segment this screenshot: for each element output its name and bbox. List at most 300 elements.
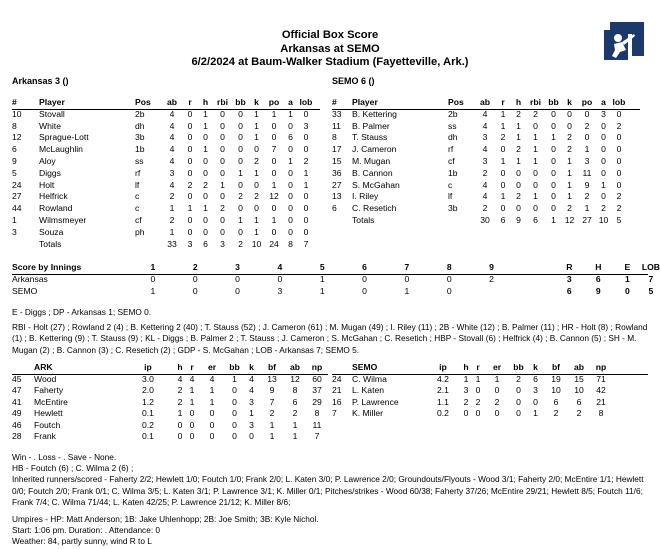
- summary-header: H: [595, 262, 602, 272]
- stat-cell: rf: [135, 167, 141, 178]
- stat-cell: 8: [314, 408, 320, 419]
- inning-score: 1: [319, 285, 325, 296]
- stat-cell: 0: [533, 203, 538, 214]
- stat-cell: 4: [189, 373, 195, 384]
- inning-number: 2: [192, 262, 198, 272]
- stat-cell: 0: [494, 408, 500, 419]
- table-row: [332, 109, 628, 121]
- pitching-team-title: ARK: [34, 362, 53, 372]
- player-name: Helfrick: [39, 191, 68, 202]
- stat-cell: 1: [567, 191, 572, 202]
- player-name: Aloy: [39, 155, 56, 166]
- stat-cell: 0: [209, 419, 215, 430]
- stat-cell: 0: [220, 120, 225, 131]
- stat-cell: 1: [516, 132, 521, 143]
- total-cell: 1: [551, 214, 556, 225]
- stat-cell: 1: [203, 120, 208, 131]
- pitcher-name: L. Katen: [352, 385, 385, 396]
- stat-cell: 1: [303, 167, 309, 178]
- pitcher-name: Wood: [34, 373, 57, 384]
- stat-cell: 0: [203, 214, 208, 225]
- player-name: J. Cameron: [352, 144, 397, 155]
- stat-cell: 1: [169, 226, 175, 237]
- stat-cell: cf: [135, 214, 142, 225]
- stat-cell: 1: [269, 419, 275, 430]
- col-header: bb: [229, 362, 240, 372]
- total-cell: 6: [533, 214, 538, 225]
- col-header-7: bb: [235, 97, 246, 107]
- stat-cell: 0: [601, 120, 606, 131]
- stat-cell: 0.1: [142, 408, 154, 419]
- stat-cell: 3: [584, 155, 590, 166]
- stat-cell: 0: [288, 191, 293, 202]
- stat-cell: 1: [254, 214, 259, 225]
- inning-score: 0: [362, 285, 367, 296]
- stat-cell: 1: [209, 396, 215, 407]
- player-name: Rowland: [39, 203, 73, 214]
- col-header: ab: [289, 362, 301, 372]
- summary-cell: 1: [624, 273, 630, 284]
- total-cell: 5: [616, 214, 622, 225]
- table-row: [12, 203, 315, 215]
- innings-label: Score by Innings: [12, 262, 82, 272]
- col-header-10: a: [288, 97, 293, 107]
- stat-cell: 3: [303, 120, 309, 131]
- stat-cell: 2: [177, 385, 183, 396]
- stat-cell: 0: [220, 132, 225, 143]
- col-header-9: po: [581, 97, 593, 107]
- stat-cell: 1: [271, 108, 277, 119]
- summary-cell: 0: [624, 285, 630, 296]
- stat-cell: 0: [500, 179, 506, 190]
- stat-cell: 4: [482, 179, 488, 190]
- totals-row: [332, 215, 628, 227]
- total-cell: 10: [251, 238, 262, 249]
- stat-cell: 0: [516, 203, 521, 214]
- stat-cell: 0.2: [437, 408, 449, 419]
- stat-cell: 2: [238, 191, 243, 202]
- stat-cell: 0: [271, 203, 277, 214]
- stat-cell: 0: [177, 431, 183, 442]
- stat-cell: 0: [616, 179, 622, 190]
- stat-cell: 4: [482, 144, 488, 155]
- stat-cell: 24: [332, 373, 342, 384]
- stat-cell: 0: [187, 214, 193, 225]
- stat-cell: 2: [177, 396, 183, 407]
- stat-cell: 0: [475, 408, 481, 419]
- stat-cell: 49: [12, 408, 22, 419]
- weather: Weather: 84, partly sunny, wind R to L: [12, 536, 152, 547]
- stat-cell: 71: [596, 373, 606, 384]
- col-header-1: Player: [39, 97, 65, 107]
- col-header-7: bb: [548, 97, 559, 107]
- stat-cell: 0: [288, 179, 293, 190]
- table-row: [332, 180, 628, 192]
- stat-cell: 2: [220, 203, 225, 214]
- stat-cell: 0: [551, 191, 556, 202]
- notes-line-1: E - Diggs ; DP - Arkansas 1; SEMO 0.: [12, 307, 152, 317]
- stat-cell: 8: [598, 408, 604, 419]
- stat-cell: 2: [203, 179, 208, 190]
- stat-cell: 0: [616, 108, 622, 119]
- stat-cell: 21: [596, 396, 606, 407]
- stat-cell: 1: [238, 214, 243, 225]
- stat-cell: cf: [448, 155, 455, 166]
- col-header: r: [476, 362, 480, 372]
- col-header: k: [249, 362, 254, 372]
- stat-cell: 1: [601, 179, 606, 190]
- stat-cell: 0: [203, 191, 208, 202]
- stat-cell: 0: [187, 191, 193, 202]
- table-row: [12, 397, 328, 409]
- stat-cell: 0: [220, 155, 225, 166]
- stat-cell: 0: [303, 191, 309, 202]
- spacer-cell: [12, 362, 34, 374]
- stat-cell: 6: [288, 132, 293, 143]
- inning-number: 1: [150, 262, 156, 272]
- stat-cell: 0: [187, 132, 193, 143]
- col-header-2: Pos: [448, 97, 464, 107]
- player-name: Wilmsmeyer: [39, 214, 87, 225]
- umpires: Umpires - HP: Matt Anderson; 1B: Jake Uhlenhopp; 2B: Joe Smith; 3B: Kyle Nichol.: [12, 514, 319, 524]
- stat-cell: 21: [332, 385, 342, 396]
- stat-cell: 6: [553, 396, 559, 407]
- stat-cell: 1: [271, 179, 277, 190]
- col-header: er: [492, 362, 502, 372]
- pitching-team-title: SEMO: [352, 362, 378, 372]
- report-title: Official Box Score: [281, 29, 379, 41]
- stat-cell: 1: [500, 155, 506, 166]
- pitching-notes-line-3: Inherited runners/scored - Faherty 2/2; Hewlett 1/0; Foutch 1/0; Frank 2/0; L. Katen 3/0; P. Lawrence 2/0; Groundouts/Flyouts - Wood 3/1; Faherty 2/0; McEntire 1/1; Hewlett 0/0; Foutch 2/0; Frank 0/1; C. Wilma 3/5; L. Katen 3/1; P. Lawrence 3/1; K. Miller 0/1; Pitches/strikes - Wood 60/38; Faherty 37/26; McEntire 29/21; Hewlett 8/5; Foutch 11/6; Frank 7/4; C. Wilma 71/44; L. Katen 42/25; P. Lawrence 21/12; K. Miller 8/6;: [12, 474, 644, 507]
- total-cell: 9: [516, 214, 521, 225]
- player-name: White: [39, 120, 61, 131]
- stat-cell: 2b: [135, 108, 145, 119]
- stat-cell: 0: [238, 108, 243, 119]
- stat-cell: 0: [551, 108, 556, 119]
- stat-cell: 0: [203, 226, 208, 237]
- stat-cell: 12: [290, 373, 300, 384]
- pitcher-name: Faherty: [34, 385, 64, 396]
- stat-cell: 3.0: [142, 373, 154, 384]
- inning-score: 0: [404, 273, 410, 284]
- spacer-cell: [332, 362, 352, 374]
- stat-cell: 0: [232, 431, 237, 442]
- stat-cell: 0: [189, 419, 195, 430]
- stat-cell: 1: [238, 167, 243, 178]
- stat-cell: 0: [254, 203, 259, 214]
- stat-cell: 41: [12, 396, 22, 407]
- col-header-11: lob: [299, 97, 313, 107]
- stat-cell: 4: [169, 108, 175, 119]
- col-header-4: r: [501, 97, 505, 107]
- stat-cell: 13: [267, 373, 277, 384]
- stat-cell: 0: [288, 167, 293, 178]
- stat-cell: ss: [135, 155, 144, 166]
- stat-cell: 19: [551, 373, 561, 384]
- stat-cell: 0: [288, 120, 293, 131]
- stat-cell: 2: [601, 203, 606, 214]
- stat-cell: 2: [567, 132, 572, 143]
- stat-cell: 0: [271, 167, 277, 178]
- stat-cell: 12: [12, 132, 22, 143]
- table-row: [332, 156, 628, 168]
- stat-cell: 2: [303, 155, 309, 166]
- stat-cell: 4: [482, 108, 488, 119]
- stat-cell: 1: [189, 385, 195, 396]
- stat-cell: 4: [249, 373, 254, 384]
- stat-cell: 0: [177, 419, 183, 430]
- player-name: Souza: [39, 226, 64, 237]
- totals-label: Totals: [39, 238, 62, 249]
- col-header-3: ab: [479, 97, 491, 107]
- stat-cell: 1: [169, 203, 175, 214]
- col-header: er: [207, 362, 217, 372]
- total-cell: 12: [564, 214, 575, 225]
- stat-cell: 0: [584, 108, 590, 119]
- table-row: [332, 191, 628, 203]
- stat-cell: 2: [584, 191, 590, 202]
- stat-cell: 0: [232, 419, 237, 430]
- stat-cell: 47: [12, 385, 22, 396]
- stat-cell: 1: [203, 203, 208, 214]
- stat-cell: 29: [312, 396, 322, 407]
- date-venue: 6/2/2024 at Baum-Walker Stadium (Fayetteville, Ark.): [191, 56, 469, 68]
- col-header: h: [463, 362, 469, 372]
- stat-cell: 2: [616, 120, 622, 131]
- stat-cell: 15: [574, 373, 584, 384]
- table-row: [12, 191, 315, 203]
- stat-cell: 11: [312, 419, 322, 430]
- stat-cell: 0: [533, 120, 538, 131]
- stat-cell: 1: [292, 431, 298, 442]
- col-header: np: [311, 362, 323, 372]
- stat-cell: 0: [516, 167, 521, 178]
- stat-cell: 0: [209, 431, 215, 442]
- summary-cell: 5: [648, 285, 654, 296]
- summary-cell: 6: [566, 285, 572, 296]
- away-team-title: Arkansas 3 (): [12, 76, 69, 86]
- stat-cell: ph: [135, 226, 145, 237]
- stat-cell: 1: [494, 373, 500, 384]
- stat-cell: 0: [232, 408, 237, 419]
- stat-cell: 1: [288, 155, 293, 166]
- stat-cell: 0: [187, 155, 193, 166]
- stat-cell: 2: [482, 167, 488, 178]
- table-row: [12, 227, 315, 239]
- table-row: [12, 168, 315, 180]
- stat-cell: 0: [567, 120, 572, 131]
- inning-number: 5: [319, 262, 325, 272]
- stat-cell: 42: [596, 385, 606, 396]
- stat-cell: 0: [516, 408, 521, 419]
- pitcher-name: Frank: [34, 431, 56, 442]
- matchup: Arkansas at SEMO: [280, 42, 380, 55]
- stat-cell: 0: [288, 144, 293, 155]
- table-row: [12, 385, 328, 397]
- stat-cell: dh: [448, 132, 458, 143]
- team-name: SEMO: [12, 285, 38, 296]
- stat-cell: 0: [232, 396, 237, 407]
- inning-score: 0: [235, 285, 240, 296]
- total-cell: 6: [500, 214, 506, 225]
- stat-cell: 8: [332, 132, 337, 143]
- stat-cell: 2: [500, 132, 506, 143]
- stat-cell: 0: [203, 155, 208, 166]
- stat-cell: 0: [584, 132, 590, 143]
- stat-cell: 2: [576, 408, 582, 419]
- innings-header: [12, 262, 660, 274]
- innings-rule: [12, 274, 648, 275]
- stat-cell: 0: [516, 396, 521, 407]
- stat-cell: 10: [12, 108, 22, 119]
- stat-cell: 45: [12, 373, 22, 384]
- stat-cell: 3: [249, 396, 254, 407]
- player-name: Holt: [39, 179, 55, 190]
- stat-cell: 3: [463, 385, 469, 396]
- table-row: [332, 132, 628, 144]
- stat-cell: 36: [332, 167, 342, 178]
- stat-cell: 3: [482, 132, 488, 143]
- stat-cell: 1: [187, 203, 193, 214]
- stat-cell: 0: [303, 132, 309, 143]
- stat-cell: 44: [12, 203, 22, 214]
- stat-cell: 17: [332, 144, 342, 155]
- stat-cell: 0.1: [142, 431, 154, 442]
- col-header-6: rbi: [217, 97, 228, 107]
- stat-cell: 16: [332, 396, 342, 407]
- stat-cell: 10: [574, 385, 584, 396]
- stat-cell: 1: [203, 108, 208, 119]
- stat-cell: 0: [220, 191, 225, 202]
- table-row: [12, 431, 328, 443]
- stat-cell: 0: [187, 120, 193, 131]
- stat-cell: 0: [271, 226, 277, 237]
- stat-cell: 6: [533, 373, 538, 384]
- pitching-notes-line-2: HB - Foutch (6) ; C. Wilma 2 (6) ;: [12, 463, 134, 474]
- stat-cell: 9: [584, 179, 590, 190]
- stat-cell: 1: [203, 144, 208, 155]
- stat-cell: 0: [616, 144, 622, 155]
- player-name: M. Mugan: [352, 155, 391, 166]
- stat-cell: 6: [12, 144, 17, 155]
- stat-cell: 1: [463, 373, 469, 384]
- stat-cell: 0: [500, 203, 506, 214]
- pitcher-name: P. Lawrence: [352, 396, 399, 407]
- stat-cell: 1: [584, 144, 590, 155]
- player-name: C. Resetich: [352, 203, 397, 214]
- player-name: S. McGahan: [352, 179, 400, 190]
- inning-score: 1: [404, 285, 410, 296]
- stat-cell: 15: [332, 155, 342, 166]
- stat-cell: 0: [601, 144, 606, 155]
- col-header: r: [190, 362, 194, 372]
- stat-cell: 0: [533, 396, 538, 407]
- player-name: Stovall: [39, 108, 65, 119]
- total-cell: 10: [598, 214, 609, 225]
- stat-cell: 13: [332, 191, 342, 202]
- col-header: bb: [513, 362, 524, 372]
- col-header-8: k: [254, 97, 259, 107]
- stat-cell: 1: [516, 155, 521, 166]
- col-header: ab: [573, 362, 585, 372]
- player-name: T. Stauss: [352, 132, 388, 143]
- stat-cell: 2: [494, 396, 500, 407]
- stat-cell: 2.0: [142, 385, 154, 396]
- totals-row: [12, 239, 315, 251]
- col-header: bf: [551, 362, 561, 372]
- stat-cell: 1: [516, 120, 521, 131]
- stat-cell: 3b: [135, 132, 145, 143]
- stat-cell: 0: [601, 132, 606, 143]
- stat-cell: 12: [269, 191, 279, 202]
- stat-cell: 3: [169, 167, 175, 178]
- stat-cell: 0: [303, 108, 309, 119]
- stat-cell: 4: [249, 385, 254, 396]
- stat-cell: 1: [288, 108, 293, 119]
- stat-cell: 1: [303, 179, 309, 190]
- stat-cell: 1: [220, 179, 225, 190]
- inning-score: 2: [489, 273, 494, 284]
- stat-cell: 0: [494, 385, 500, 396]
- inning-score: 0: [150, 273, 156, 284]
- home-team-title: SEMO 6 (): [332, 76, 375, 86]
- stat-cell: 7: [269, 396, 275, 407]
- inning-number: 3: [235, 262, 240, 272]
- stat-cell: 1: [533, 408, 538, 419]
- inning-score: 3: [277, 285, 283, 296]
- stat-cell: 0: [187, 167, 193, 178]
- player-name: Diggs: [39, 167, 61, 178]
- spacer-cell: [513, 274, 555, 286]
- stat-cell: 0: [303, 226, 309, 237]
- stat-cell: 0: [303, 144, 309, 155]
- stat-cell: 1: [533, 144, 538, 155]
- player-name: B. Cannon: [352, 167, 393, 178]
- team-name: Arkansas: [12, 273, 48, 284]
- total-cell: 7: [303, 238, 309, 249]
- player-name: B. Kettering: [352, 108, 397, 119]
- inning-score: 0: [235, 273, 240, 284]
- total-cell: 30: [480, 214, 490, 225]
- stat-cell: 33: [332, 108, 342, 119]
- stat-cell: 0: [203, 132, 208, 143]
- away-pitching-rule: [12, 374, 328, 375]
- stat-cell: 1: [292, 419, 298, 430]
- stat-cell: lf: [135, 179, 140, 190]
- stat-cell: 1.2: [142, 396, 154, 407]
- stat-cell: 1b: [135, 144, 145, 155]
- col-header-11: lob: [612, 97, 626, 107]
- stat-cell: 1: [254, 226, 259, 237]
- stat-cell: 46: [12, 419, 22, 430]
- stat-cell: 1: [12, 214, 17, 225]
- stat-cell: 0: [616, 155, 622, 166]
- summary-cell: 7: [648, 273, 654, 284]
- table-row: [332, 144, 628, 156]
- col-header-4: r: [188, 97, 192, 107]
- stat-cell: 0: [220, 226, 225, 237]
- stat-cell: 0: [288, 203, 293, 214]
- home-batting-header: [332, 97, 628, 109]
- table-row: [332, 408, 612, 420]
- stat-cell: 0: [203, 167, 208, 178]
- stat-cell: 2: [254, 191, 259, 202]
- stat-cell: 1: [254, 132, 259, 143]
- spacer-cell: [135, 239, 162, 251]
- stat-cell: 4: [482, 191, 488, 202]
- player-name: McLaughlin: [39, 144, 83, 155]
- stat-cell: 0: [500, 167, 506, 178]
